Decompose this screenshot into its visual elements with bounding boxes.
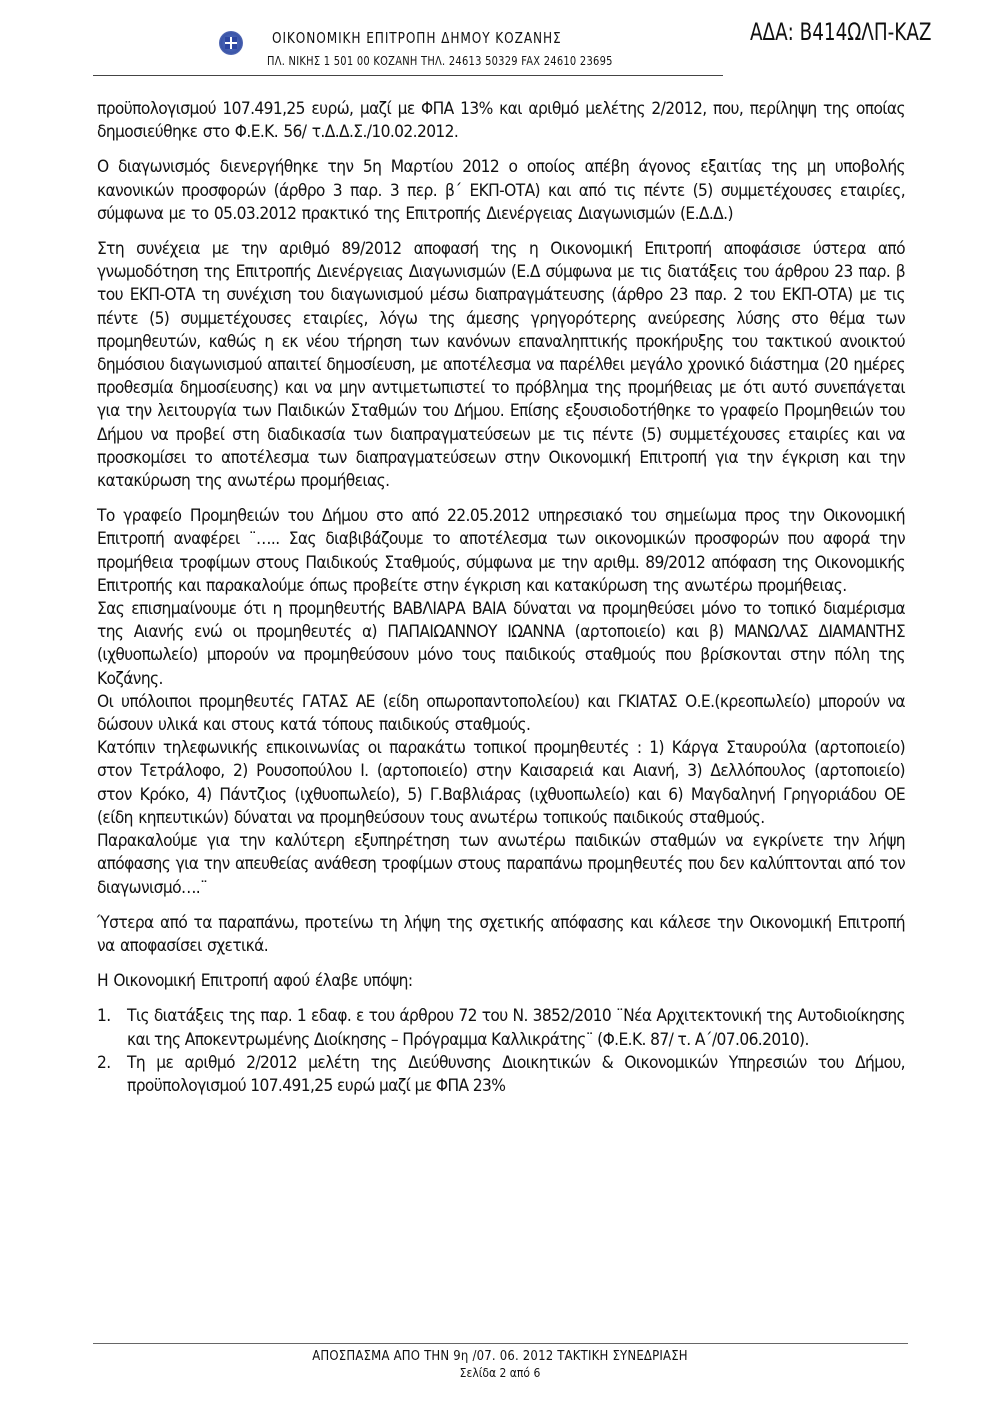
list-item	[97, 1052, 905, 1098]
paragraph-tender-held: Ο διαγωνισμός διενεργήθηκε την 5η Μαρτίου 2012 ο οποίος απέβη άγονος εξαιτίας της μη υποβολής κανονικών προσφορών (άρθρο 3 παρ. 3 περ. β΄ ΕΚΠ-ΟΤΑ) και από τις πέντε (5) συμμετέχουσες εταιρίες, σύμφωνα με το 05.03.2012 πρακτικό της Επιτροπής Διενέργειας Διαγωνισμών (Ε.Δ.Δ.)	[97, 157, 905, 224]
list-item-text: Τη με αριθμό 2/2012 μελέτη της Διεύθυνσης Διοικητικών & Οικονομικών Υπηρεσιών του Δήμου, προϋπολογισμού 107.491,25 ευρώ μαζί με ΦΠΑ 23%	[127, 1052, 905, 1096]
ada-code: ΑΔΑ: Β414ΩΛΠ-ΚΑΖ	[750, 18, 932, 46]
document-header	[0, 0, 1000, 80]
paragraph-proposal: Ύστερα από τα παραπάνω, προτείνω τη λήψη της σχετικής απόφασης και κάλεσε την Οικονομική Επιτροπή να αποφασίσει σχετικά.	[97, 912, 905, 956]
list-item	[97, 1005, 905, 1051]
greek-coat-of-arms-icon	[219, 31, 243, 55]
paragraph-budget: προϋπολογισμού 107.491,25 ευρώ, μαζί με ΦΠΑ 13% και αριθμό μελέτης 2/2012, που, περίληψη της οποίας δημοσιεύθηκε στο Φ.Ε.Κ. 56/ τ.Δ.Δ.Σ./10.02.2012.	[97, 99, 905, 143]
paragraph-local-suppliers: Κατόπιν τηλεφωνικής επικοινωνίας οι παρακάτω τοπικοί προμηθευτές : 1) Κάργα Σταυρούλα (αρτοποιείο) στον Τετράλοφο, 2) Ρουσοπούλου Ι. (αρτοποιείο) στην Καισαρειά και Αιανή, 3) Δελλόπουλος (αρτοποιείο) στον Κρόκο, 4) Πάντζιος (ιχθυοπωλείο), 5) Γ.Βαβλιάρας (ιχθυοπωλείο) και 6) Μαγδαληνή Γρηγοριάδου ΟΕ (είδη κηπευτικών) δύναται να προμηθεύσουν τους ανωτέρω τοπικούς παιδικούς σταθμούς.	[97, 738, 905, 828]
list-item-number: 2.	[97, 1052, 111, 1073]
footer-meeting-info: ΑΠΟΣΠΑΣΜΑ ΑΠΟ ΤΗΝ 9η /07. 06. 2012 ΤΑΚΤΙΚΗ ΣΥΝΕΔΡΙΑΣΗ	[312, 1349, 688, 1364]
considerations-list	[97, 1005, 905, 1098]
organization-title: ΟΙΚΟΝΟΜΙΚΗ ΕΠΙΤΡΟΠΗ ΔΗΜΟΥ ΚΟΖΑΝΗΣ	[272, 29, 562, 47]
organization-address: ΠΛ. ΝΙΚΗΣ 1 501 00 ΚΟΖΑΝΗ ΤΗΛ. 24613 50329 FAX 24610 23695	[267, 53, 613, 68]
footer-divider	[93, 1343, 908, 1344]
paragraph-supplier-restrictions: Σας επισημαίνουμε ότι η προμηθευτής ΒΑΒΛΙΑΡΑ ΒΑΙΑ δύναται να προμηθεύσει μόνο το τοπικό διαμέρισμα της Αιανής ενώ οι προμηθευτές α) ΠΑΠΑΙΩΑΝΝΟΥ ΙΩΑΝΝΑ (αρτοποιείο) και β) ΜΑΝΩΛΑΣ ΔΙΑΜΑΝΤΗΣ (ιχθυοπωλείο) μπορούν να προμηθεύσουν μόνο τους παιδικούς σταθμούς που βρίσκονται στην πόλη της Κοζάνης.	[97, 599, 905, 689]
paragraph-committee-considered: Η Οικονομική Επιτροπή αφού έλαβε υπόψη:	[97, 971, 413, 992]
header-divider	[93, 75, 723, 76]
list-item-number: 1.	[97, 1006, 111, 1027]
footer-page-number: Σελίδα 2 από 6	[459, 1366, 541, 1380]
paragraph-negotiation-decision: Στη συνέχεια με την αριθμό 89/2012 αποφασή της η Οικονομική Επιτροπή αποφάσισε ύστερα από γνωμοδότηση της Επιτροπής Διενέργειας Διαγωνισμών (Ε.Δ σύμφωνα με τις διατάξεις του άρθρου 23 παρ. β του ΕΚΠ-ΟΤΑ τη συνέχιση του διαγωνισμού μέσω διαπραγμάτευσης (άρθρο 23 παρ. 2 του ΕΚΠ-ΟΤΑ) με τις πέντε (5) συμμετέχουσες εταιρίες, λόγω της άμεσης γρηγορότερης ανεύρεσης λύσης στο θέμα των προμηθευτών, καθώς η εκ νέου τήρηση των κανόνων επαναληπτικής προκήρυξης του τακτικού ανοικτού δημόσιου διαγωνισμού απαιτεί δημοσίευση, με αποτέλεσμα να παρέλθει μεγάλο χρονικό διάστημα (20 ημέρες προθεσμία δημοσίευσης) και να μην αντιμετωπιστεί το πρόβλημα της προμήθειας με ότι αυτό συνεπάγεται για την λειτουργία των Παιδικών Σταθμών του Δήμου. Επίσης εξουσιοδοτήθηκε το γραφείο Προμηθειών του Δήμου να προβεί στη διαδικασία των διαπραγματεύσεων με τις πέντε (5) συμμετέχουσες εταιρίες και να προσκομίσει το αποτέλεσμα των διαπραγματεύσεων στην Οικονομική Επιτροπή για την έγκριση και την κατακύρωση της ανωτέρω προμήθειας.	[97, 239, 905, 492]
paragraph-other-suppliers: Οι υπόλοιποι προμηθευτές ΓΑΤΑΣ ΑΕ (είδη οπωροπαντοπολείου) και ΓΚΙΑΤΑΣ Ο.Ε.(κρεοπωλείο) μπορούν να δώσουν υλικά και στους κατά τόπους παιδικούς σταθμούς.	[97, 691, 905, 736]
list-item-text: Τις διατάξεις της παρ. 1 εδαφ. ε του άρθρου 72 του Ν. 3852/2010 ¨Νέα Αρχιτεκτονική της Αυτοδιοίκησης και της Αποκεντρωμένης Διοίκησης – Πρόγραμμα Καλλικράτης¨ (Φ.Ε.Κ. 87/ τ. Α΄/07.06.2010).	[127, 1006, 905, 1050]
document-body	[97, 98, 905, 1098]
paragraph-procurement-office-note: Το γραφείο Προμηθειών του Δήμου στο από 22.05.2012 υπηρεσιακό του σημείωμα προς την Οικονομική Επιτροπή αναφέρει ¨….. Σας διαβιβάζουμε το αποτέλεσμα των οικονομικών προσφορών που αφορά την προμήθεια τροφίμων στους Παιδικούς Σταθμούς, σύμφωνα με την αριθμ. 89/2012 απόφαση της Οικονομικής Επιτροπής και παρακαλούμε όπως προβείτε στην έγκριση και κατακύρωση της ανωτέρω προμήθειας.	[97, 506, 905, 596]
paragraph-request-approval: Παρακαλούμε για την καλύτερη εξυπηρέτηση των ανωτέρω παιδικών σταθμών να εγκρίνετε την λήψη απόφασης για την απευθείας ανάθεση τροφίμων στους παραπάνω προμηθευτές που δεν καλύπτονται από τον διαγωνισμό….¨	[97, 831, 905, 898]
